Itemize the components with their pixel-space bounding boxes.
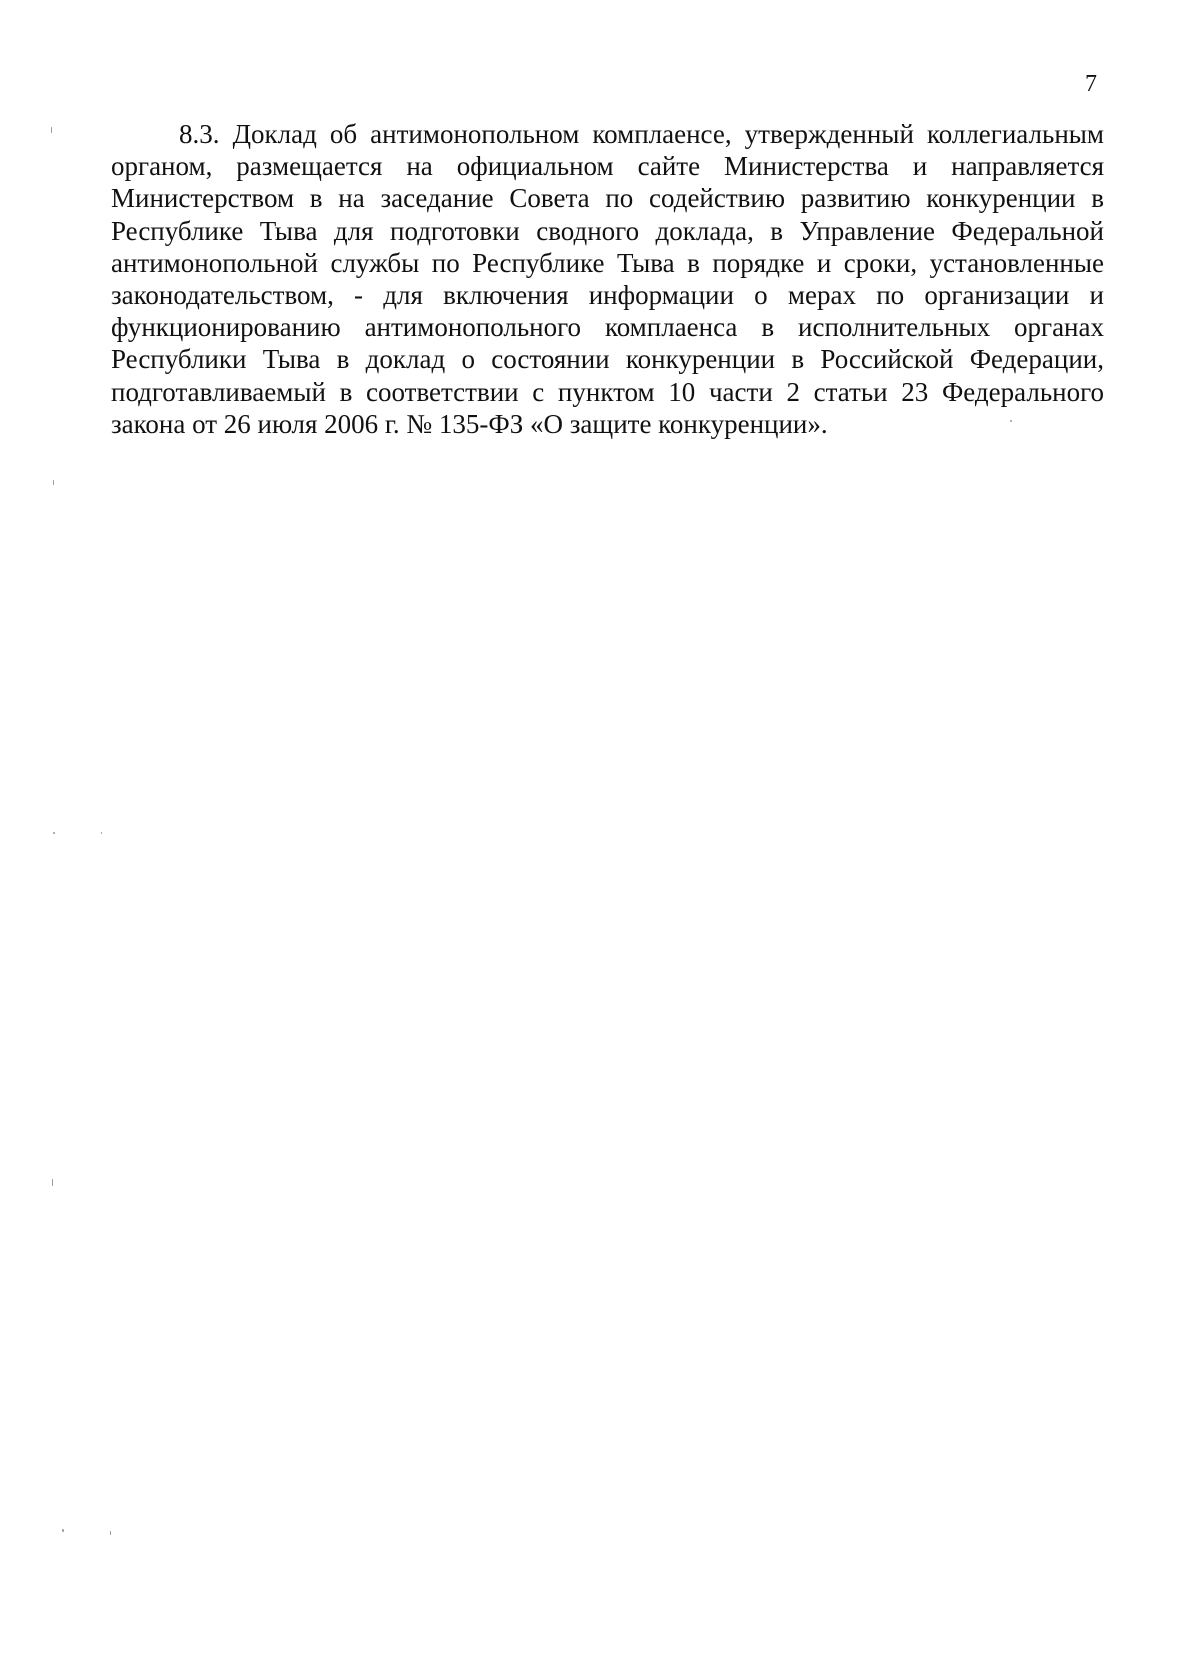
scan-speck xyxy=(101,832,102,834)
scan-speck xyxy=(62,1529,64,1532)
scan-speck xyxy=(53,832,55,834)
scan-speck xyxy=(52,1179,53,1186)
scan-speck xyxy=(110,1531,111,1535)
scan-speck xyxy=(1010,420,1012,422)
paragraph-8-3: 8.3. Доклад об антимонопольном комплаенсе, утвержденный коллегиальным органом, размещается на официальном сайте Министерства и направляется Министерством в на заседание Совета по содействию развитию конкуренции в Республике Тыва для подготовки сводного доклада, в Управление Федеральной антимонопольной службы по Республике Тыва в порядке и сроки, установленные законодательством, - для включения информации о мерах по организации и функционированию антимонопольного комплаенса в исполнительных органах Республики Тыва в доклад о состоянии конкуренции в Российской Федерации, подготавливаемый в соответствии с пунктом 10 части 2 статьи 23 Федерального закона от 26 июля 2006 г. № 135-ФЗ «О защите конкуренции». xyxy=(111,119,1104,439)
scan-speck xyxy=(51,127,52,133)
page-number: 7 xyxy=(1085,71,1097,97)
scan-speck xyxy=(53,480,54,485)
